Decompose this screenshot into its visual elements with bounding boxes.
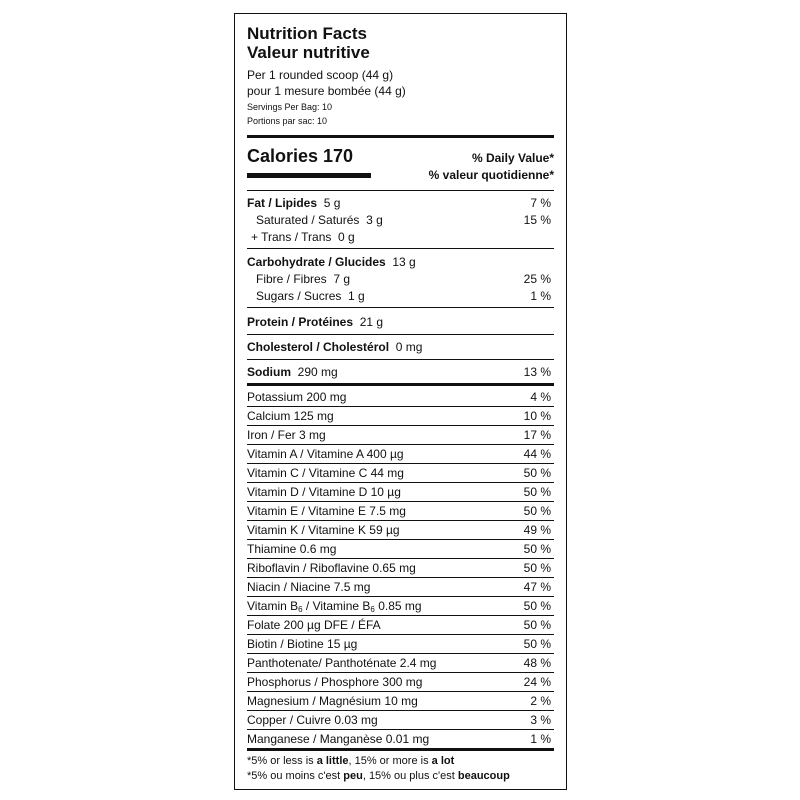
micronutrient-name-amount: Potassium 200 mg <box>247 390 347 404</box>
micronutrient-percent: 50 % <box>523 618 551 632</box>
micronutrient-percent: 1 % <box>530 732 551 746</box>
micronutrient-percent: 50 % <box>523 637 551 651</box>
micronutrient-percent: 44 % <box>523 447 551 461</box>
micronutrient-name-amount: Calcium 125 mg <box>247 409 334 423</box>
rule-cholesterol <box>247 359 554 360</box>
micronutrient-name-amount: Vitamin $B_6$ / Vitamine $B_6$ 0.85 mg <box>247 599 422 614</box>
micronutrient-percent: 50 % <box>523 542 551 556</box>
micronutrient-rule <box>247 691 554 692</box>
micronutrient-name-amount: Iron / Fer 3 mg <box>247 428 326 442</box>
trans-name-amount: + Trans / Trans 0 g <box>251 230 355 244</box>
footnote-french: *5% ou moins c'est peu, 15% ou plus c'est beaucoup <box>247 770 510 782</box>
micronutrient-rule <box>247 425 554 426</box>
protein-name-amount: Protein / Protéines 21 g <box>247 315 384 329</box>
saturated-percent: 15 % <box>523 213 551 227</box>
daily-value-header-english: % Daily Value* <box>471 151 554 165</box>
micronutrient-rule <box>247 463 554 464</box>
title-english: Nutrition Facts <box>247 24 367 43</box>
micronutrient-rule <box>247 482 554 483</box>
micronutrient-percent: 50 % <box>523 485 551 499</box>
micronutrient-name-amount: Vitamin K / Vitamine K 59 µg <box>247 523 400 537</box>
micronutrient-name-amount: Vitamin E / Vitamine E 7.5 mg <box>247 504 406 518</box>
micronutrient-rule <box>247 710 554 711</box>
micronutrient-rule <box>247 672 554 673</box>
micronutrient-rule <box>247 539 554 540</box>
fibre-name-amount: Fibre / Fibres 7 g <box>256 272 351 286</box>
micronutrient-percent: 48 % <box>523 656 551 670</box>
rule-carbohydrate <box>247 307 554 308</box>
nutrition-facts-label <box>234 13 567 790</box>
serving-size-english: Per 1 rounded scoop (44 g) <box>247 68 394 82</box>
sodium-name-amount: Sodium 290 mg <box>247 365 338 379</box>
micronutrient-name-amount: Vitamin D / Vitamine D 10 µg <box>247 485 401 499</box>
micronutrient-percent: 24 % <box>523 675 551 689</box>
micronutrient-percent: 50 % <box>523 561 551 575</box>
calories-bar <box>247 173 371 178</box>
micronutrient-name-amount: Magnesium / Magnésium 10 mg <box>247 694 418 708</box>
micronutrient-name-amount: Biotin / Biotine 15 µg <box>247 637 358 651</box>
micronutrient-name-amount: Panthotenate/ Panthoténate 2.4 mg <box>247 656 437 670</box>
calories-label: Calories 170 <box>247 146 354 166</box>
servings-per-bag-english: Servings Per Bag: 10 <box>247 102 333 112</box>
micronutrient-name-amount: Copper / Cuivre 0.03 mg <box>247 713 378 727</box>
rule-calories <box>247 190 554 191</box>
micronutrient-rule <box>247 729 554 730</box>
fat-percent: 7 % <box>530 196 551 210</box>
sugars-percent: 1 % <box>530 289 551 303</box>
micronutrient-rule <box>247 558 554 559</box>
micronutrient-name-amount: Riboflavin / Riboflavine 0.65 mg <box>247 561 416 575</box>
micronutrient-name-amount: Thiamine 0.6 mg <box>247 542 337 556</box>
rule-fat <box>247 248 554 249</box>
thick-rule-top <box>247 135 554 138</box>
title-french: Valeur nutritive <box>247 43 370 62</box>
micronutrient-percent: 50 % <box>523 466 551 480</box>
micronutrient-rule <box>247 520 554 521</box>
micronutrient-name-amount: Vitamin A / Vitamine A 400 µg <box>247 447 404 461</box>
micronutrient-percent: 50 % <box>523 599 551 613</box>
thick-rule-micronutrients <box>247 383 554 386</box>
footnote-english: *5% or less is a little, 15% or more is a lot <box>247 755 455 767</box>
micronutrient-name-amount: Vitamin C / Vitamine C 44 mg <box>247 466 404 480</box>
rule-protein <box>247 334 554 335</box>
micronutrient-rule <box>247 596 554 597</box>
saturated-name-amount: Saturated / Saturés 3 g <box>256 213 383 227</box>
micronutrient-rule <box>247 634 554 635</box>
micronutrient-name-amount: Phosphorus / Phosphore 300 mg <box>247 675 423 689</box>
micronutrient-name-amount: Manganese / Manganèse 0.01 mg <box>247 732 430 746</box>
micronutrient-percent: 3 % <box>530 713 551 727</box>
sugars-name-amount: Sugars / Sucres 1 g <box>256 289 365 303</box>
fibre-percent: 25 % <box>523 272 551 286</box>
micronutrient-rule <box>247 577 554 578</box>
micronutrient-percent: 10 % <box>523 409 551 423</box>
fat-name-amount: Fat / Lipides 5 g <box>247 196 341 210</box>
micronutrient-name-amount: Folate 200 µg DFE / ÉFA <box>247 618 381 632</box>
micronutrient-name-amount: Niacin / Niacine 7.5 mg <box>247 580 371 594</box>
micronutrient-percent: 4 % <box>530 390 551 404</box>
micronutrient-percent: 49 % <box>523 523 551 537</box>
thick-rule-bottom <box>247 748 554 751</box>
micronutrient-rule <box>247 444 554 445</box>
micronutrient-percent: 2 % <box>530 694 551 708</box>
carbohydrate-name-amount: Carbohydrate / Glucides 13 g <box>247 255 416 269</box>
micronutrient-rule <box>247 615 554 616</box>
micronutrient-rule <box>247 406 554 407</box>
micronutrient-percent: 50 % <box>523 504 551 518</box>
daily-value-header-french: % valeur quotidienne* <box>428 168 554 182</box>
micronutrient-rule <box>247 653 554 654</box>
label-content <box>247 14 554 789</box>
servings-per-bag-french: Portions par sac: 10 <box>247 116 328 126</box>
sodium-percent: 13 % <box>523 365 551 379</box>
micronutrient-rule <box>247 501 554 502</box>
micronutrient-percent: 17 % <box>523 428 551 442</box>
cholesterol-name-amount: Cholesterol / Cholestérol 0 mg <box>247 340 423 354</box>
serving-size-french: pour 1 mesure bombée (44 g) <box>247 84 406 98</box>
micronutrient-percent: 47 % <box>523 580 551 594</box>
